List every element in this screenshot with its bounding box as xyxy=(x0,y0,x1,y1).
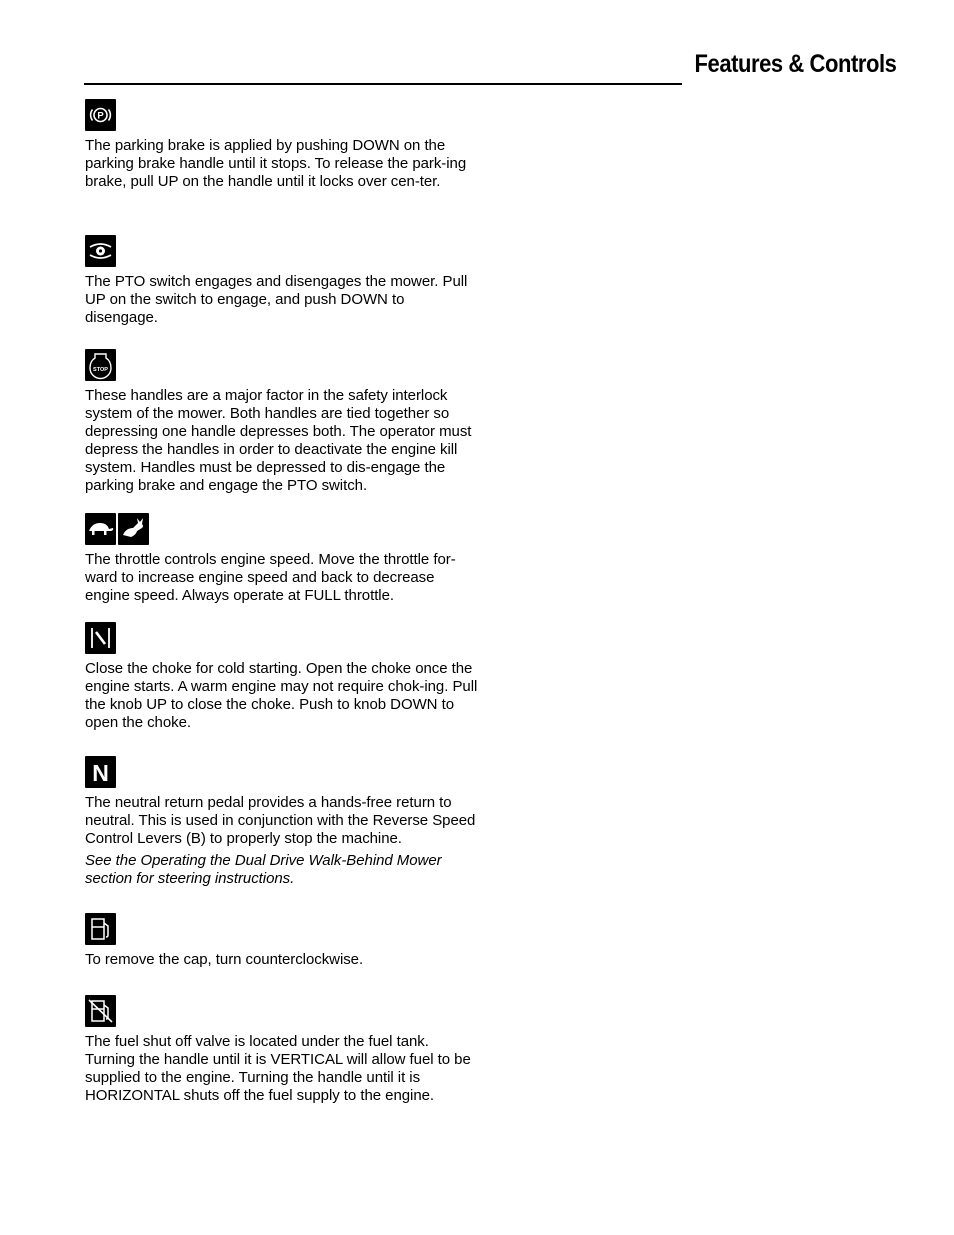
section-choke xyxy=(85,622,480,732)
fuel-shutoff-description: The fuel shut off valve is located under the fuel tank. Turning the handle until it is VERTICAL will allow fuel to be supplied to the engine. Turning the handle until it is HORIZONTAL shuts off the fuel supply to the engine. xyxy=(85,1033,471,1104)
fuel-icon xyxy=(85,913,116,945)
engine-stop-icon xyxy=(85,349,116,381)
throttle-rabbit-icon xyxy=(118,513,149,545)
pto-description: The PTO switch engages and disengages the mower. Pull UP on the switch to engage, and push DOWN to disengage. xyxy=(85,273,468,326)
choke-icon xyxy=(85,622,116,654)
throttle-turtle-icon xyxy=(85,513,116,545)
section-pto xyxy=(85,235,480,327)
section-neutral-return xyxy=(85,756,480,888)
steering-note: See the Operating the Dual Drive Walk-Behind Mower section for steering instructions. xyxy=(85,852,442,887)
section-parking-brake xyxy=(85,99,480,191)
choke-description: Close the choke for cold starting. Open the choke once the engine starts. A warm engine may not require chok-ing. Pull the knob UP to close the choke. Push to knob DOWN to open the choke. xyxy=(85,660,478,731)
fuel-shutoff-icon xyxy=(85,995,116,1027)
throttle-description: The throttle controls engine speed. Move the throttle for-ward to increase engine speed and back to decrease engine speed. Always operate at FULL throttle. xyxy=(85,551,456,604)
section-throttle xyxy=(85,513,480,605)
section-fuel-cap xyxy=(85,913,480,969)
parking-brake-icon xyxy=(85,99,116,131)
neutral-icon xyxy=(85,756,116,788)
header-rule xyxy=(84,83,682,85)
neutral-return-description: The neutral return pedal provides a hands-free return to neutral. This is used in conjunction with the Reverse Speed Control Levers (B) to properly stop the machine. xyxy=(85,794,476,847)
section-interlock-handles xyxy=(85,349,480,495)
parking-brake-description: The parking brake is applied by pushing DOWN on the parking brake handle until it stops. To release the park-ing brake, pull UP on the handle until it locks over cen-ter. xyxy=(85,137,467,190)
neutral-label: N xyxy=(92,760,109,786)
engine-stop-label: STOP xyxy=(93,367,108,373)
page-title: Features & Controls xyxy=(694,50,896,78)
interlock-handles-description: These handles are a major factor in the safety interlock system of the mower. Both handles are tied together so depressing one handle depresses both. The operator must depress the handles in order to deactivate the engine kill system. Handles must be depressed to dis-engage the parking brake and engage the PTO switch. xyxy=(85,387,472,494)
section-fuel-shutoff xyxy=(85,995,480,1105)
fuel-cap-description: To remove the cap, turn counterclockwise. xyxy=(85,951,364,968)
pto-icon xyxy=(85,235,116,267)
svg-text:P: P xyxy=(97,110,104,122)
